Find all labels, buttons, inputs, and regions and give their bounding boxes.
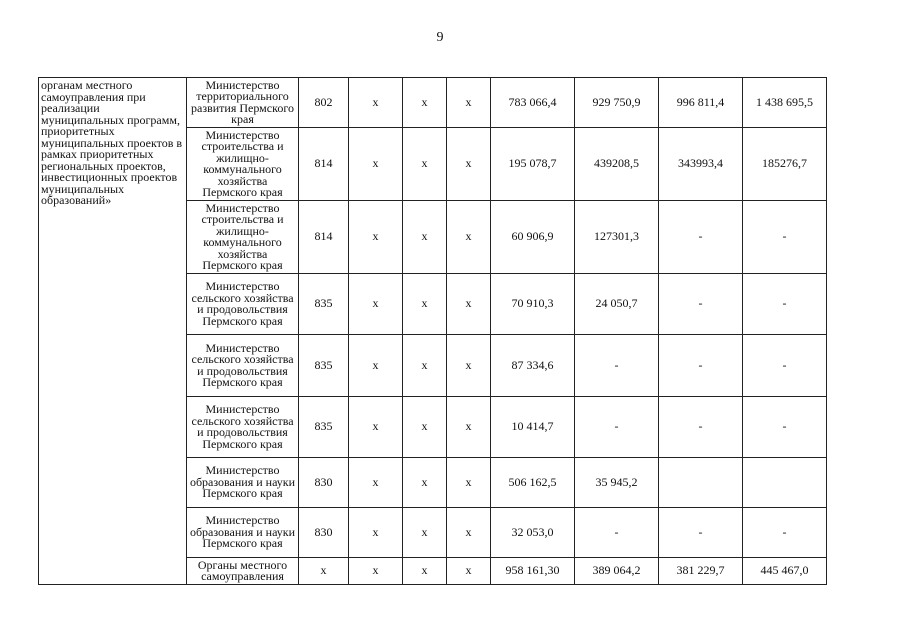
page-number: 9 [436, 30, 444, 45]
value-cell: 783 066,4 [491, 78, 575, 128]
mark-cell: x [447, 128, 491, 201]
code-cell: 835 [299, 335, 349, 397]
mark-cell: x [447, 508, 491, 558]
value-cell: 389 064,2 [575, 558, 659, 585]
value-cell: 929 750,9 [575, 78, 659, 128]
value-cell: - [743, 201, 827, 274]
mark-cell: x [403, 458, 447, 508]
mark-cell: x [447, 201, 491, 274]
mark-cell: x [403, 335, 447, 397]
value-cell: 87 334,6 [491, 335, 575, 397]
value-cell [743, 458, 827, 508]
code-cell: x [299, 558, 349, 585]
value-cell: 195 078,7 [491, 128, 575, 201]
mark-cell: x [403, 78, 447, 128]
mark-cell: x [447, 335, 491, 397]
code-cell: 835 [299, 274, 349, 335]
purpose-cell: органам местного самоуправления при реализации муниципальных программ, приоритетных муниципальных проектов в рамках приоритетных региональных проектов, инвестиционных проектов муниципальных образований» [39, 78, 187, 585]
mark-cell: x [447, 558, 491, 585]
code-cell: 830 [299, 508, 349, 558]
mark-cell: x [447, 397, 491, 458]
value-cell: 381 229,7 [659, 558, 743, 585]
value-cell: 185276,7 [743, 128, 827, 201]
mark-cell: x [447, 458, 491, 508]
value-cell: - [743, 397, 827, 458]
budget-table [38, 77, 827, 585]
ministry-cell: Министерство сельского хозяйства и продовольствия Пермского края [187, 335, 299, 397]
mark-cell: x [403, 128, 447, 201]
value-cell: 32 053,0 [491, 508, 575, 558]
mark-cell: x [349, 335, 403, 397]
value-cell: 70 910,3 [491, 274, 575, 335]
value-cell: - [659, 335, 743, 397]
code-cell: 835 [299, 397, 349, 458]
value-cell: - [575, 508, 659, 558]
ministry-cell: Министерство строительства и жилищно-коммунального хозяйства Пермского края [187, 128, 299, 201]
mark-cell: x [403, 558, 447, 585]
ministry-cell: Министерство сельского хозяйства и продовольствия Пермского края [187, 397, 299, 458]
mark-cell: x [403, 201, 447, 274]
mark-cell: x [403, 397, 447, 458]
mark-cell: x [349, 201, 403, 274]
mark-cell: x [403, 508, 447, 558]
mark-cell: x [349, 397, 403, 458]
code-cell: 814 [299, 128, 349, 201]
value-cell: 506 162,5 [491, 458, 575, 508]
mark-cell: x [349, 78, 403, 128]
mark-cell: x [349, 558, 403, 585]
ministry-cell: Министерство территориального развития Пермского края [187, 78, 299, 128]
value-cell: - [659, 274, 743, 335]
value-cell: 439208,5 [575, 128, 659, 201]
value-cell: - [743, 508, 827, 558]
value-cell: 127301,3 [575, 201, 659, 274]
value-cell: 445 467,0 [743, 558, 827, 585]
table-row [39, 78, 827, 128]
value-cell: 24 050,7 [575, 274, 659, 335]
code-cell: 802 [299, 78, 349, 128]
code-cell: 830 [299, 458, 349, 508]
value-cell: - [743, 335, 827, 397]
ministry-cell: Органы местного самоуправления [187, 558, 299, 585]
mark-cell: x [349, 274, 403, 335]
ministry-cell: Министерство строительства и жилищно-коммунального хозяйства Пермского края [187, 201, 299, 274]
code-cell: 814 [299, 201, 349, 274]
value-cell: 1 438 695,5 [743, 78, 827, 128]
value-cell: - [575, 397, 659, 458]
value-cell [659, 458, 743, 508]
mark-cell: x [447, 274, 491, 335]
value-cell: - [659, 397, 743, 458]
ministry-cell: Министерство образования и науки Пермского края [187, 458, 299, 508]
mark-cell: x [349, 458, 403, 508]
value-cell: 60 906,9 [491, 201, 575, 274]
value-cell: - [659, 508, 743, 558]
ministry-cell: Министерство образования и науки Пермского края [187, 508, 299, 558]
mark-cell: x [447, 78, 491, 128]
value-cell: 35 945,2 [575, 458, 659, 508]
value-cell: - [743, 274, 827, 335]
mark-cell: x [403, 274, 447, 335]
value-cell: - [659, 201, 743, 274]
mark-cell: x [349, 508, 403, 558]
value-cell: - [575, 335, 659, 397]
value-cell: 10 414,7 [491, 397, 575, 458]
value-cell: 958 161,30 [491, 558, 575, 585]
value-cell: 343993,4 [659, 128, 743, 201]
mark-cell: x [349, 128, 403, 201]
ministry-cell: Министерство сельского хозяйства и продовольствия Пермского края [187, 274, 299, 335]
value-cell: 996 811,4 [659, 78, 743, 128]
